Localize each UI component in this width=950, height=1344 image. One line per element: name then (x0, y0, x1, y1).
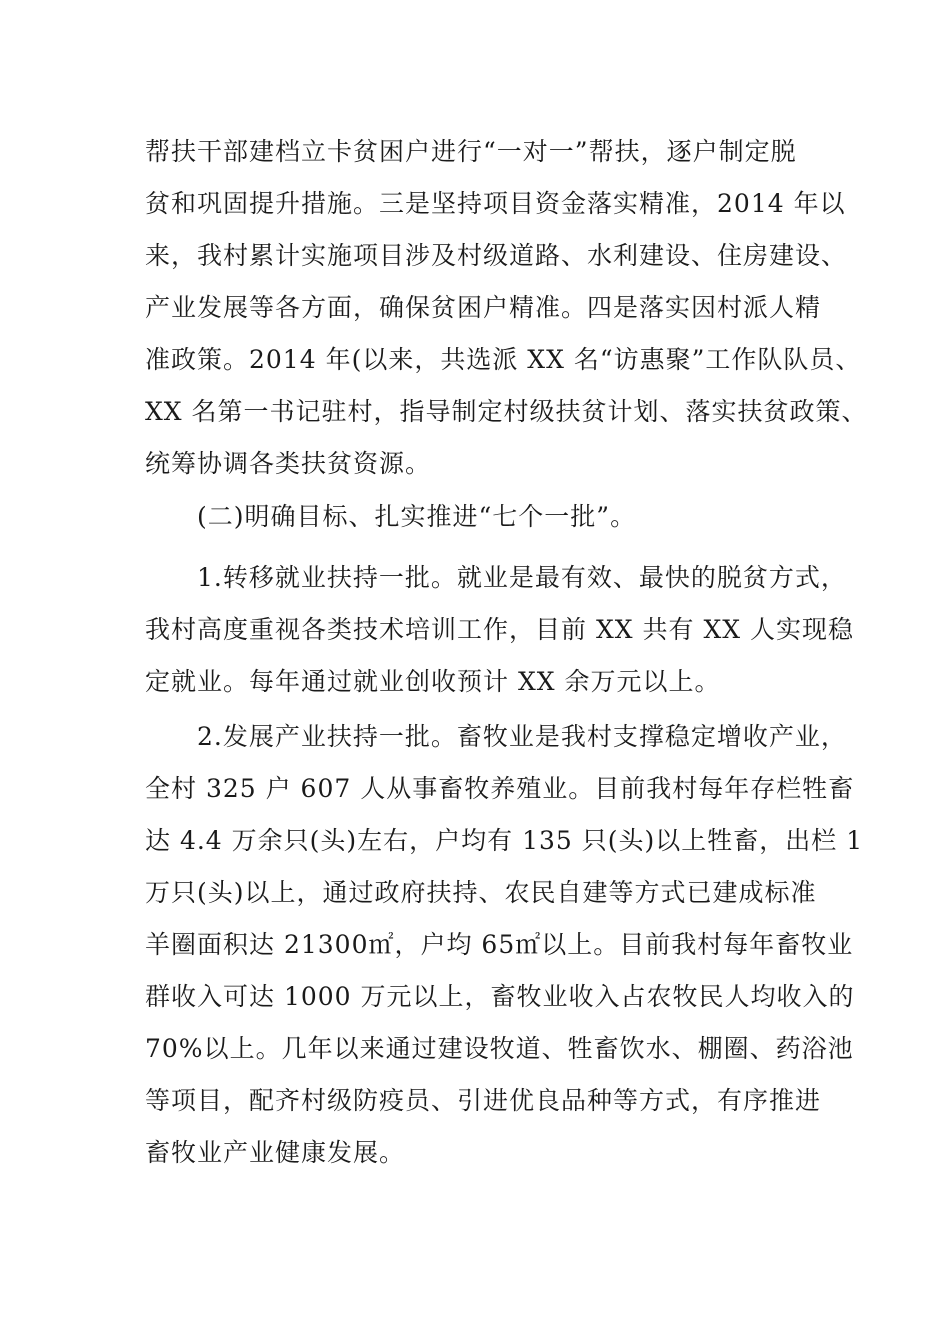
paragraph-line: XX 名第一书记驻村，指导制定村级扶贫计划、落实扶贫政策、 (145, 397, 868, 426)
paragraph-line: 我村高度重视各类技术培训工作，目前 XX 共有 XX 人实现稳 (145, 615, 854, 644)
paragraph-line: 达 4.4 万余只(头)左右，户均有 135 只(头)以上牲畜，出栏 1 (145, 826, 864, 855)
paragraph-line: 准政策。2014 年(以来，共选派 XX 名“访惠聚”工作队队员、 (145, 345, 862, 374)
paragraph-line: 2.发展产业扶持一批。畜牧业是我村支撑稳定增收产业， (197, 722, 847, 751)
paragraph-line: 等项目，配齐村级防疫员、引进优良品种等方式，有序推进 (145, 1086, 822, 1115)
paragraph-line: 群收入可达 1000 万元以上，畜牧业收入占农牧民人均收入的 (145, 982, 855, 1011)
paragraph-line: 产业发展等各方面，确保贫困户精准。四是落实因村派人精 (145, 293, 822, 322)
paragraph-line: 羊圈面积达 21300㎡，户均 65㎡以上。目前我村每年畜牧业 (145, 930, 854, 959)
paragraph-1 (145, 126, 868, 490)
paragraph-line: 万只(头)以上，通过政府扶持、农民自建等方式已建成标准 (145, 878, 817, 907)
paragraph-line: 70%以上。几年以来通过建设牧道、牲畜饮水、棚圈、药浴池 (145, 1034, 854, 1063)
paragraph-line: 畜牧业产业健康发展。 (145, 1138, 406, 1167)
paragraph-line: 1.转移就业扶持一批。就业是最有效、最快的脱贫方式， (197, 563, 847, 592)
paragraph-line: 定就业。每年通过就业创收预计 XX 余万元以上。 (145, 667, 721, 696)
paragraph-line: (二)明确目标、扎实推进“七个一批”。 (197, 502, 637, 531)
paragraph-line: 全村 325 户 607 人从事畜牧养殖业。目前我村每年存栏牲畜 (145, 774, 855, 803)
paragraph-line: 统筹协调各类扶贫资源。 (145, 449, 432, 478)
section-heading (145, 491, 805, 543)
paragraph-line: 贫和巩固提升措施。三是坚持项目资金落实精准，2014 年以 (145, 189, 846, 218)
paragraph-line: 来，我村累计实施项目涉及村级道路、水利建设、住房建设、 (145, 241, 848, 270)
paragraph-3 (145, 552, 854, 708)
paragraph-line: 帮扶干部建档立卡贫困户进行“一对一”帮扶，逐户制定脱 (145, 137, 797, 166)
paragraph-4 (145, 711, 864, 1179)
